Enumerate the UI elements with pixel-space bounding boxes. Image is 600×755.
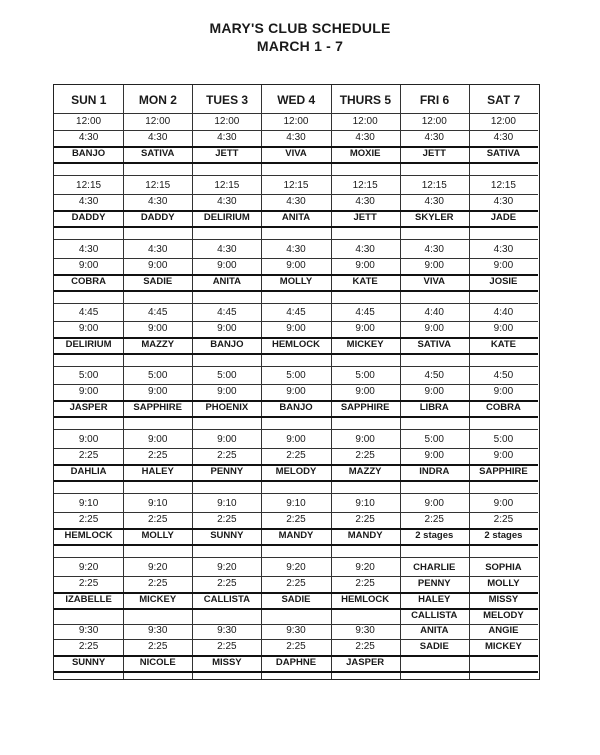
performer-name xyxy=(400,655,469,671)
shift-time: 9:00 xyxy=(286,323,306,334)
shift-time: 4:30 xyxy=(493,132,514,143)
performer-name: MAZZY xyxy=(348,466,382,477)
shift-time: 12:00 xyxy=(76,116,102,127)
shift-time: SOPHIA xyxy=(485,562,522,573)
shift-time: 9:00 xyxy=(147,434,168,445)
shift-time: 9:10 xyxy=(147,498,168,509)
performer-name: MISSY xyxy=(212,657,242,668)
performer-name: KATE xyxy=(490,339,516,350)
shift-time: 4:30 xyxy=(78,244,99,255)
performer-name xyxy=(123,608,192,624)
shift-time: 9:00 xyxy=(147,323,168,334)
shift-time: ANITA xyxy=(420,625,449,636)
shift-time: 12:15 xyxy=(145,180,171,191)
shift-time: 2:25 xyxy=(147,578,168,589)
performer-name: ANITA xyxy=(281,212,311,223)
shift-time: 12:15 xyxy=(76,180,102,191)
shift-time: 9:30 xyxy=(217,625,237,636)
performer-name: LIBRA xyxy=(419,402,449,413)
page-subtitle: MARCH 1 - 7 xyxy=(256,38,344,54)
shift-time: 2:25 xyxy=(217,450,237,461)
performer-name: JASPER xyxy=(69,402,108,413)
shift-time: 9:00 xyxy=(78,260,99,271)
shift-time: 2:25 xyxy=(78,450,99,461)
shift-time: 9:30 xyxy=(355,625,375,636)
performer-name: INDRA xyxy=(419,466,450,477)
shift-time: 9:00 xyxy=(424,498,444,509)
performer-name: HEMLOCK xyxy=(271,339,320,350)
shift-time: CHARLIE xyxy=(413,562,456,573)
block-separator xyxy=(54,303,538,304)
shift-time: 12:15 xyxy=(214,180,240,191)
shift-time: 4:30 xyxy=(147,244,168,255)
performer-name: DADDY xyxy=(140,212,175,223)
shift-time: 9:00 xyxy=(78,386,99,397)
shift-time: 9:20 xyxy=(147,562,168,573)
block-rule xyxy=(54,416,538,418)
shift-time: 9:30 xyxy=(147,625,168,636)
shift-time: 9:10 xyxy=(286,498,306,509)
shift-time: 2:25 xyxy=(286,578,306,589)
shift-time: 4:40 xyxy=(493,307,514,318)
performer-name: COBRA xyxy=(485,402,521,413)
shift-time: 4:30 xyxy=(217,196,237,207)
shift-time: 5:00 xyxy=(355,370,375,381)
shift-time: 9:00 xyxy=(286,260,306,271)
shift-time: 4:30 xyxy=(493,244,514,255)
shift-time: 2:25 xyxy=(78,578,99,589)
performer-name: MAZZY xyxy=(141,339,175,350)
block-separator xyxy=(54,429,538,430)
shift-time: 4:30 xyxy=(286,196,306,207)
shift-time: 9:00 xyxy=(493,498,514,509)
shift-time: 9:20 xyxy=(355,562,375,573)
performer-name: VIVA xyxy=(423,276,445,287)
performer-name: MOLLY xyxy=(141,530,174,541)
performer-name: JADE xyxy=(490,212,517,223)
performer-name: DAHLIA xyxy=(70,466,107,477)
shift-time: 9:00 xyxy=(355,386,375,397)
shift-time: 12:00 xyxy=(490,116,516,127)
shift-time: 5:00 xyxy=(286,370,306,381)
shift-time: 4:30 xyxy=(147,132,168,143)
performer-name: SATIVA xyxy=(417,339,451,350)
day-header: WED 4 xyxy=(277,93,316,107)
shift-time: 9:00 xyxy=(147,260,168,271)
performer-name: MICKEY xyxy=(139,594,177,605)
performer-name: JETT xyxy=(353,212,377,223)
block-separator xyxy=(54,557,538,558)
shift-time: 4:30 xyxy=(355,132,375,143)
shift-time: 2:25 xyxy=(147,641,168,652)
performer-name: BANJO xyxy=(210,339,244,350)
shift-time: 4:30 xyxy=(355,196,375,207)
performer-name: JETT xyxy=(422,148,446,159)
performer-name: SKYLER xyxy=(415,212,454,223)
performer-name: SADIE xyxy=(281,594,311,605)
shift-time: 2:25 xyxy=(217,514,237,525)
shift-time: 4:30 xyxy=(424,244,444,255)
shift-time: 9:00 xyxy=(424,386,444,397)
shift-time: 4:30 xyxy=(286,132,306,143)
performer-name: DELIRIUM xyxy=(65,339,112,350)
shift-time: 9:00 xyxy=(78,323,99,334)
shift-time: ANGIE xyxy=(488,625,519,636)
performer-name xyxy=(54,608,123,624)
shift-time: 9:00 xyxy=(217,323,237,334)
shift-time: 12:15 xyxy=(490,180,516,191)
performer-name: PENNY xyxy=(210,466,244,477)
shift-time: 5:00 xyxy=(493,434,514,445)
shift-time: 5:00 xyxy=(217,370,237,381)
performer-name: HEMLOCK xyxy=(64,530,113,541)
shift-time: 4:30 xyxy=(217,244,237,255)
performer-name: MOLLY xyxy=(279,276,313,287)
shift-time: 9:00 xyxy=(78,434,99,445)
performer-name: SAPPHIRE xyxy=(133,402,182,413)
day-header: MON 2 xyxy=(138,93,177,107)
block-rule xyxy=(54,671,538,673)
performer-name xyxy=(469,655,538,671)
shift-time: 4:30 xyxy=(424,132,444,143)
shift-time: 4:30 xyxy=(424,196,444,207)
performer-name: 2 stages xyxy=(415,530,454,541)
block-separator xyxy=(54,493,538,494)
day-header: FRI 6 xyxy=(419,93,450,107)
block-rule xyxy=(54,226,538,228)
shift-time: 4:50 xyxy=(493,370,514,381)
performer-name: MELODY xyxy=(275,466,317,477)
shift-time: PENNY xyxy=(417,578,451,589)
shift-time: 2:25 xyxy=(286,641,306,652)
performer-name: CALLISTA xyxy=(411,610,458,621)
shift-time: 9:20 xyxy=(78,562,99,573)
performer-name: SADIE xyxy=(143,276,173,287)
shift-time: 4:30 xyxy=(355,244,375,255)
shift-time: 2:25 xyxy=(217,578,237,589)
shift-time: 9:00 xyxy=(493,386,514,397)
performer-name: DADDY xyxy=(71,212,106,223)
shift-time: 12:00 xyxy=(421,116,447,127)
shift-time: 9:00 xyxy=(493,260,514,271)
shift-time: 9:00 xyxy=(355,260,375,271)
shift-time: 12:00 xyxy=(283,116,309,127)
block-rule xyxy=(54,544,538,546)
shift-time: 2:25 xyxy=(78,641,99,652)
day-header: THURS 5 xyxy=(339,93,392,107)
performer-name: MELODY xyxy=(483,610,524,621)
shift-time: 4:40 xyxy=(424,307,444,318)
block-rule xyxy=(54,162,538,164)
performer-name: NICOLE xyxy=(139,657,176,668)
shift-time: 2:25 xyxy=(147,450,168,461)
shift-time: 2:25 xyxy=(355,514,375,525)
shift-time: 9:00 xyxy=(217,434,237,445)
shift-time: 9:00 xyxy=(424,450,444,461)
shift-time: 12:00 xyxy=(352,116,378,127)
performer-name: SAPPHIRE xyxy=(340,402,390,413)
performer-name: HALEY xyxy=(141,466,174,477)
performer-name xyxy=(192,608,261,624)
shift-time: 9:30 xyxy=(78,625,99,636)
shift-time: 4:45 xyxy=(217,307,237,318)
shift-time: 2:25 xyxy=(493,514,514,525)
shift-time: 5:00 xyxy=(424,434,444,445)
shift-time: 2:25 xyxy=(78,514,99,525)
performer-name: COBRA xyxy=(71,276,106,287)
performer-name xyxy=(331,608,400,624)
shift-time: 4:30 xyxy=(78,196,99,207)
performer-name: MOXIE xyxy=(349,148,381,159)
performer-name: DELIRIUM xyxy=(203,212,250,223)
block-separator xyxy=(54,175,538,176)
performer-name: SUNNY xyxy=(71,657,106,668)
shift-time: 2:25 xyxy=(355,450,375,461)
shift-time: 9:30 xyxy=(286,625,306,636)
performer-name: IZABELLE xyxy=(65,594,112,605)
performer-name: HALEY xyxy=(418,594,451,605)
shift-time: 9:00 xyxy=(355,434,375,445)
performer-name: JASPER xyxy=(346,657,385,668)
performer-name: MISSY xyxy=(488,594,519,605)
performer-name: JETT xyxy=(215,148,239,159)
block-rule xyxy=(54,608,538,610)
shift-time: 2:25 xyxy=(217,641,237,652)
shift-time: 9:00 xyxy=(355,323,375,334)
day-header: TUES 3 xyxy=(206,93,249,107)
shift-time: 12:15 xyxy=(352,180,378,191)
page-title: MARY'S CLUB SCHEDULE xyxy=(209,20,391,36)
performer-name: BANJO xyxy=(279,402,313,413)
shift-time: 9:00 xyxy=(424,323,444,334)
performer-name: 2 stages xyxy=(484,530,523,541)
shift-time: 12:15 xyxy=(283,180,309,191)
performer-name: BANJO xyxy=(71,148,106,159)
block-rule xyxy=(54,480,538,482)
shift-time: 5:00 xyxy=(78,370,99,381)
performer-name: VIVA xyxy=(285,148,307,159)
shift-time: 5:00 xyxy=(147,370,168,381)
shift-time: 4:30 xyxy=(286,244,306,255)
block-rule xyxy=(54,353,538,355)
shift-time: 12:15 xyxy=(421,180,447,191)
performer-name: KATE xyxy=(352,276,378,287)
performer-name: SUNNY xyxy=(210,530,244,541)
shift-time: 9:20 xyxy=(217,562,237,573)
day-header: SAT 7 xyxy=(487,93,521,107)
performer-name: ANITA xyxy=(212,276,242,287)
performer-name: SATIVA xyxy=(486,148,521,159)
block-separator xyxy=(54,366,538,367)
shift-time: 12:00 xyxy=(145,116,171,127)
shift-time: 12:00 xyxy=(214,116,240,127)
shift-time: 9:00 xyxy=(217,386,237,397)
performer-name: DAPHNE xyxy=(275,657,317,668)
shift-time: 4:30 xyxy=(217,132,237,143)
performer-name: CALLISTA xyxy=(203,594,250,605)
shift-time: 4:45 xyxy=(355,307,375,318)
performer-name: MANDY xyxy=(278,530,314,541)
shift-time: 9:00 xyxy=(217,260,237,271)
day-header: SUN 1 xyxy=(71,93,107,107)
performer-name: SAPPHIRE xyxy=(479,466,528,477)
performer-name: SATIVA xyxy=(140,148,175,159)
block-separator xyxy=(54,239,538,240)
shift-time: 9:00 xyxy=(493,450,514,461)
performer-name: PHOENIX xyxy=(205,402,249,413)
shift-time: 4:50 xyxy=(424,370,444,381)
shift-time: 2:25 xyxy=(286,514,306,525)
performer-name: JOSIE xyxy=(489,276,518,287)
performer-name: MICKEY xyxy=(346,339,384,350)
shift-time: MICKEY xyxy=(484,641,522,652)
shift-time: 2:25 xyxy=(355,641,375,652)
block-rule xyxy=(54,290,538,292)
shift-time: 9:00 xyxy=(147,386,168,397)
shift-time: SADIE xyxy=(419,641,449,652)
shift-time: 4:45 xyxy=(78,307,99,318)
shift-time: 2:25 xyxy=(355,578,375,589)
schedule-table xyxy=(53,84,540,680)
performer-name xyxy=(261,608,330,624)
shift-time: MOLLY xyxy=(487,578,520,589)
shift-time: 9:10 xyxy=(78,498,99,509)
shift-time: 2:25 xyxy=(286,450,306,461)
shift-time: 2:25 xyxy=(147,514,168,525)
shift-time: 2:25 xyxy=(424,514,444,525)
shift-time: 9:00 xyxy=(424,260,444,271)
shift-time: 9:00 xyxy=(286,386,306,397)
shift-time: 4:30 xyxy=(147,196,168,207)
shift-time: 9:10 xyxy=(355,498,375,509)
shift-time: 9:00 xyxy=(493,323,514,334)
shift-time: 4:30 xyxy=(493,196,514,207)
shift-time: 9:10 xyxy=(217,498,237,509)
performer-name: MANDY xyxy=(347,530,383,541)
shift-time: 4:30 xyxy=(78,132,99,143)
shift-time: 4:45 xyxy=(286,307,306,318)
shift-time: 9:20 xyxy=(286,562,306,573)
shift-time: 4:45 xyxy=(147,307,168,318)
performer-name: HEMLOCK xyxy=(341,594,390,605)
shift-time: 9:00 xyxy=(286,434,306,445)
